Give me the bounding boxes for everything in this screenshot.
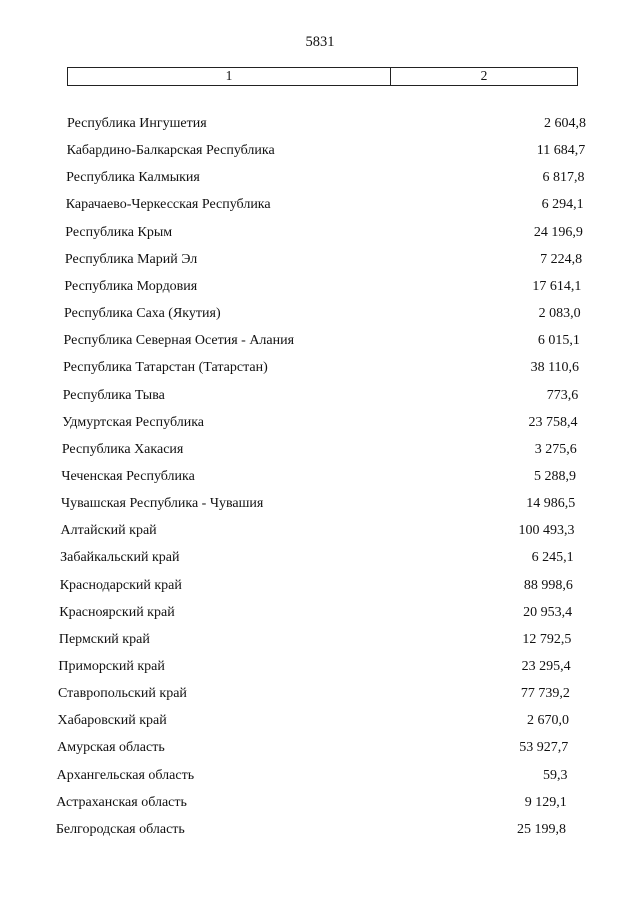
region-name: Республика Ингушетия [67,116,207,131]
table-row [59,630,572,650]
table-row [63,358,579,378]
table-row [66,168,584,188]
region-name: Астраханская область [56,794,187,810]
region-name: Республика Мордовия [64,278,198,294]
table-row [63,386,579,406]
region-name: Белгородская область [55,821,185,837]
column-header-1: 1 [68,68,391,85]
region-value: 77 739,2 [520,686,570,702]
region-value: 2 083,0 [538,306,581,322]
region-value: 7 224,8 [540,251,583,267]
region-value: 23 758,4 [528,414,578,430]
region-name: Карачаево-Черкесская Республика [65,197,271,213]
region-name: Чеченская Республика [61,468,195,484]
region-name: Ставропольский край [57,686,187,702]
region-value: 6 294,1 [541,197,584,213]
region-name: Приморский край [58,659,165,674]
region-name: Пермский край [58,631,150,647]
table-row [62,440,577,460]
region-value: 53 927,7 [519,740,569,756]
region-name: Кабардино-Балкарская Республика [66,143,275,159]
region-name: Хабаровский край [57,713,167,729]
region-value: 88 998,6 [523,577,573,593]
region-value: 11 684,7 [536,143,586,159]
table-row [56,793,567,813]
region-value: 6 015,1 [537,333,580,349]
region-value: 3 275,6 [534,441,577,457]
region-value: 24 196,9 [533,224,583,240]
table-row [61,494,575,514]
region-value: 59,3 [543,767,568,783]
region-value: 5 288,9 [533,468,576,484]
table-row [62,413,577,433]
table-row [65,223,583,243]
table-row [58,657,570,677]
table-row [58,711,570,731]
region-value: 773,6 [546,387,579,403]
table-row [56,820,566,840]
region-name: Красноярский край [59,604,175,620]
region-value: 6 245,1 [531,550,574,566]
region-name: Республика Северная Осетия - Алания [63,333,295,349]
region-name: Чувашская Республика - Чувашия [60,496,264,512]
region-name: Республика Хакасия [61,441,184,457]
page-number: 5831 [305,34,335,50]
table-row [57,766,568,786]
region-value: 25 199,8 [516,821,566,837]
table-row [64,304,581,324]
table-row [67,141,586,161]
region-name: Республика Тыва [62,387,165,403]
region-value: 2 670,0 [527,713,570,729]
region-value: 12 792,5 [522,631,572,647]
table-row [65,250,582,270]
table-row [67,114,586,134]
region-name: Республика Марий Эл [64,251,198,267]
region-name: Республика Крым [65,224,173,240]
region-name: Краснодарский край [59,577,182,593]
region-value: 38 110,6 [530,360,580,376]
region-name: Забайкальский край [60,550,180,566]
table-row [61,467,576,487]
region-name: Удмуртская Республика [62,414,205,430]
table-row [64,277,581,297]
region-name: Амурская область [57,740,165,756]
region-name: Архангельская область [56,767,195,783]
region-value: 100 493,3 [518,523,575,539]
table-row [61,521,575,541]
region-value: 20 953,4 [523,604,573,620]
region-value: 6 817,8 [542,170,585,186]
region-value: 2 604,8 [544,116,586,131]
region-value: 14 986,5 [526,496,576,512]
region-value: 17 614,1 [532,278,582,294]
region-value: 23 295,4 [521,659,571,674]
table-row [58,684,570,704]
table-row [60,576,573,596]
region-name: Республика Калмыкия [66,170,200,186]
table-row [64,331,580,351]
table-row [57,738,568,758]
region-value: 9 129,1 [524,794,567,810]
region-name: Республика Саха (Якутия) [63,306,221,322]
region-name: Алтайский край [60,523,157,539]
column-header-2: 2 [480,68,488,83]
region-name: Республика Татарстан (Татарстан) [63,360,268,376]
table-row [59,603,572,623]
table-row [60,548,574,568]
table-row [66,195,584,215]
